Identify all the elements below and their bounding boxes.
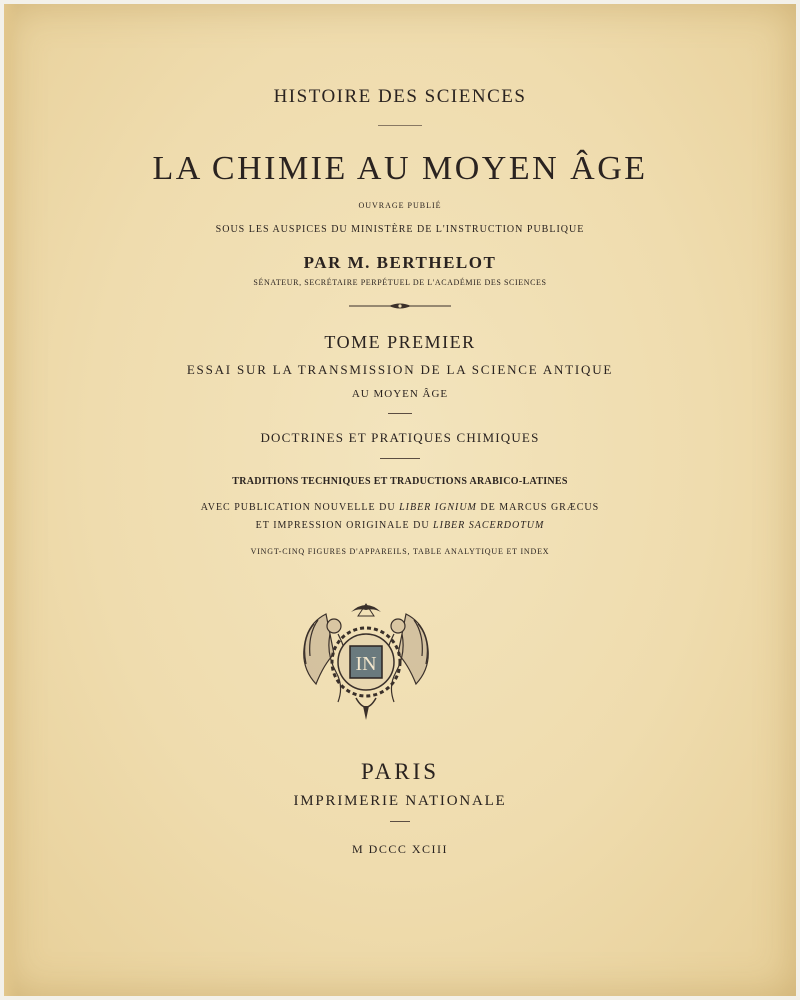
publisher: IMPRIMERIE NATIONALE (293, 793, 507, 809)
title-page (4, 4, 796, 996)
author-title: SÉNATEUR, SECRÉTAIRE PERPÉTUEL DE L'ACADÉMIE DES SCIENCES (253, 278, 547, 287)
divider-rule (390, 821, 410, 822)
impression-line (4, 520, 796, 531)
doctrines-line: DOCTRINES ET PRATIQUES CHIMIQUES (260, 430, 540, 445)
avec-text: AVEC PUBLICATION NOUVELLE DU (200, 502, 400, 513)
divider-rule (380, 458, 420, 459)
author: PAR M. BERTHELOT (303, 253, 497, 272)
divider-rule (388, 413, 412, 414)
divider-rule (378, 125, 422, 126)
ornament-divider (349, 301, 451, 311)
essai-line: ESSAI SUR LA TRANSMISSION DE LA SCIENCE ANTIQUE (186, 362, 614, 377)
imprimerie-emblem (296, 594, 436, 724)
auspices-line: SOUS LES AUSPICES DU MINISTÈRE DE L'INSTRUCTION PUBLIQUE (215, 224, 585, 235)
essai-line-2: AU MOYEN ÂGE (351, 388, 449, 400)
book-title: LA CHIMIE AU MOYEN ÂGE (152, 150, 648, 187)
publication-date: M DCCC XCIII (351, 842, 448, 856)
tome-title: TOME PREMIER (324, 332, 476, 352)
series-title: HISTOIRE DES SCIENCES (273, 86, 527, 107)
liber-ignium: LIBER IGNIUM (399, 502, 477, 513)
impression-text: ET IMPRESSION ORIGINALE DU (255, 520, 434, 531)
avec-text-end: DE MARCUS GRÆCUS (476, 502, 600, 513)
emblem-monogram: IN (355, 653, 377, 675)
traditions-line: TRADITIONS TECHNIQUES ET TRADUCTIONS ARABICO-LATINES (232, 476, 568, 487)
ouvrage-publie: OUVRAGE PUBLIÉ (358, 201, 442, 210)
figures-line: VINGT-CINQ FIGURES D'APPAREILS, TABLE ANALYTIQUE ET INDEX (250, 547, 550, 556)
avec-line (4, 502, 796, 513)
liber-sacerdotum: LIBER SACERDOTUM (433, 520, 545, 531)
publication-city: PARIS (360, 759, 440, 784)
